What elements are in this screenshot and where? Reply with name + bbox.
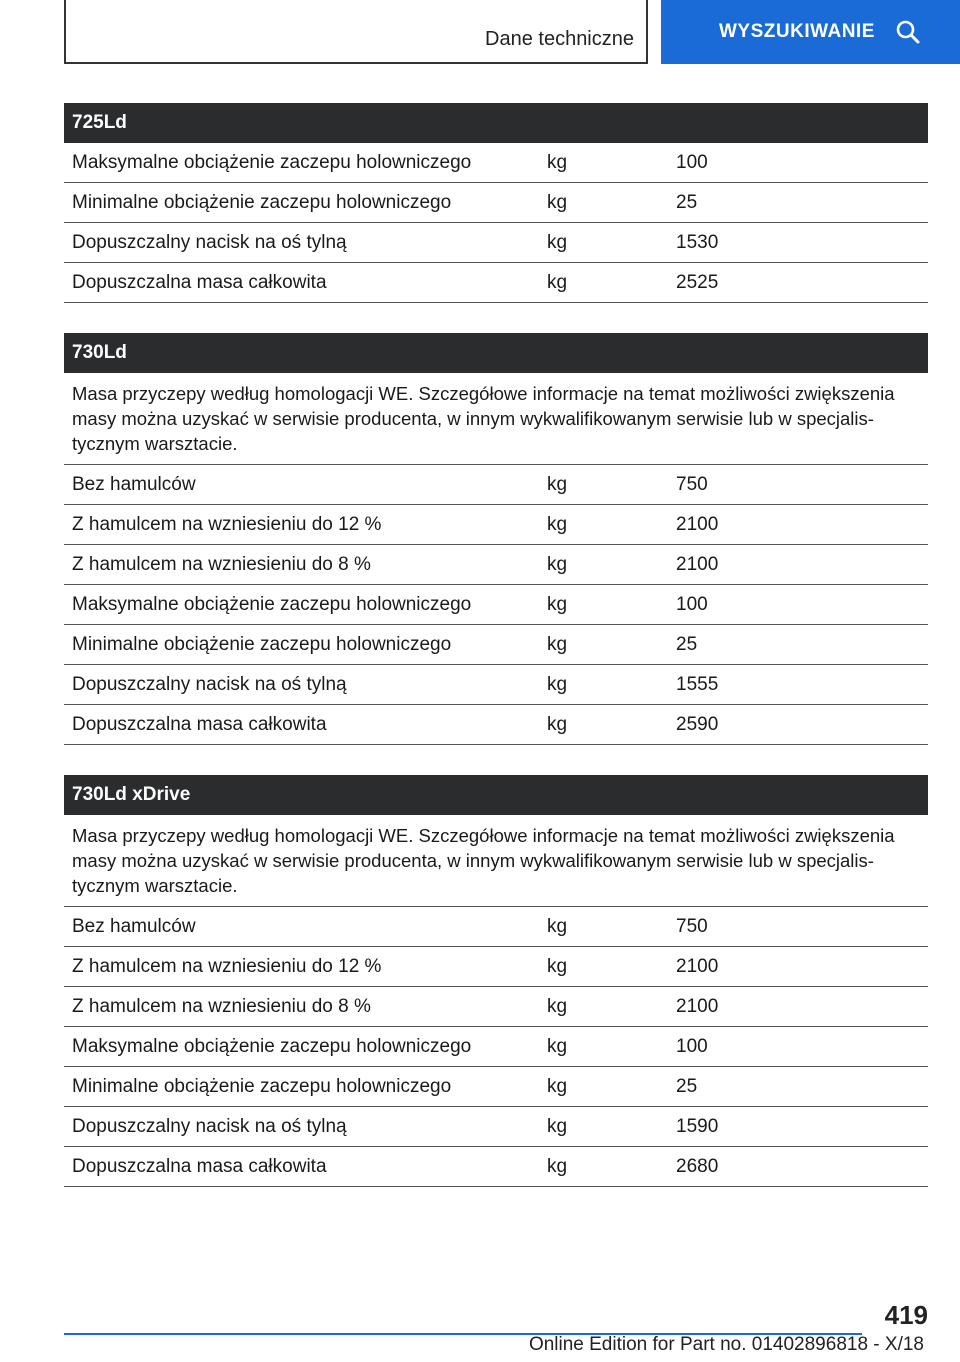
table-row <box>64 223 928 263</box>
table-row <box>64 987 928 1027</box>
row-value: 25 <box>676 192 698 213</box>
row-value: 2100 <box>676 996 719 1017</box>
row-unit: kg <box>547 674 568 695</box>
row-unit: kg <box>547 594 568 615</box>
spec-section <box>64 103 928 303</box>
row-unit: kg <box>547 152 568 173</box>
row-label: Dopuszczalna masa całkowita <box>72 272 327 293</box>
table-row <box>64 143 928 183</box>
row-label: Dopuszczalny nacisk na oś tylną <box>72 674 347 695</box>
section-heading: 730Ld xDrive <box>64 775 928 815</box>
row-label: Z hamulcem na wzniesieniu do 8 % <box>72 554 371 575</box>
table-row <box>64 505 928 545</box>
table-row <box>64 1027 928 1067</box>
row-value: 2100 <box>676 554 719 575</box>
search-label: WYSZUKIWANIE <box>719 21 875 42</box>
table-row <box>64 465 928 505</box>
row-label: Z hamulcem na wzniesieniu do 12 % <box>72 956 382 977</box>
row-label: Bez hamulców <box>72 916 196 937</box>
row-unit: kg <box>547 956 568 977</box>
row-label: Minimalne obciążenie zaczepu holowniczego <box>72 1076 452 1097</box>
row-unit: kg <box>547 232 568 253</box>
table-row <box>64 665 928 705</box>
table-row <box>64 1107 928 1147</box>
row-unit: kg <box>547 916 568 937</box>
row-value: 100 <box>676 152 708 173</box>
page-number: 419 <box>884 1300 928 1330</box>
row-value: 2525 <box>676 272 719 293</box>
row-value: 25 <box>676 1076 698 1097</box>
row-label: Maksymalne obciążenie zaczepu holowniczego <box>72 152 472 173</box>
table-row <box>64 545 928 585</box>
spec-tables <box>64 103 928 1217</box>
row-unit: kg <box>547 474 568 495</box>
row-value: 750 <box>676 474 708 495</box>
table-row <box>64 1067 928 1107</box>
row-label: Dopuszczalny nacisk na oś tylną <box>72 232 347 253</box>
row-label: Maksymalne obciążenie zaczepu holowniczego <box>72 1036 472 1057</box>
row-label: Dopuszczalny nacisk na oś tylną <box>72 1116 347 1137</box>
row-value: 1555 <box>676 674 719 695</box>
row-label: Z hamulcem na wzniesieniu do 8 % <box>72 996 371 1017</box>
row-value: 100 <box>676 594 708 615</box>
row-unit: kg <box>547 554 568 575</box>
spec-section <box>64 333 928 745</box>
section-note: Masa przyczepy według homologacji WE. Szczegółowe informacje na temat możliwości zwiększenia masy można uzyskać w serwisie producenta, w innym wykwalifikowanym serwisie lub w specjalistycznym warsztacie. <box>64 815 928 907</box>
row-unit: kg <box>547 1116 568 1137</box>
search-icon <box>895 19 921 45</box>
row-unit: kg <box>547 996 568 1017</box>
row-label: Minimalne obciążenie zaczepu holowniczego <box>72 192 452 213</box>
row-label: Maksymalne obciążenie zaczepu holowniczego <box>72 594 472 615</box>
section-heading: 725Ld <box>64 103 928 143</box>
row-value: 1590 <box>676 1116 719 1137</box>
table-row <box>64 1147 928 1187</box>
row-label: Dopuszczalna masa całkowita <box>72 1156 327 1177</box>
table-row <box>64 705 928 745</box>
table-row <box>64 625 928 665</box>
row-value: 1530 <box>676 232 719 253</box>
edition-text: Online Edition for Part no. 01402896818 - X/18 <box>528 1334 924 1355</box>
row-unit: kg <box>547 514 568 535</box>
row-value: 25 <box>676 634 698 655</box>
row-label: Z hamulcem na wzniesieniu do 12 % <box>72 514 382 535</box>
row-unit: kg <box>547 1076 568 1097</box>
row-unit: kg <box>547 714 568 735</box>
row-value: 2590 <box>676 714 719 735</box>
section-note: Masa przyczepy według homologacji WE. Szczegółowe informacje na temat możliwości zwiększenia masy można uzyskać w serwisie producenta, w innym wykwalifikowanym serwisie lub w specjalistycznym warsztacie. <box>64 373 928 465</box>
row-value: 2100 <box>676 514 719 535</box>
section-heading: 730Ld <box>64 333 928 373</box>
row-value: 100 <box>676 1036 708 1057</box>
chapter-title: Dane techniczne <box>485 28 634 50</box>
header-frame <box>64 0 648 64</box>
row-value: 2680 <box>676 1156 719 1177</box>
row-unit: kg <box>547 192 568 213</box>
table-row <box>64 947 928 987</box>
row-label: Dopuszczalna masa całkowita <box>72 714 327 735</box>
row-unit: kg <box>547 634 568 655</box>
table-row <box>64 907 928 947</box>
row-value: 750 <box>676 916 708 937</box>
table-row <box>64 585 928 625</box>
row-unit: kg <box>547 272 568 293</box>
row-label: Minimalne obciążenie zaczepu holowniczego <box>72 634 452 655</box>
table-row <box>64 183 928 223</box>
spec-section <box>64 775 928 1187</box>
row-label: Bez hamulców <box>72 474 196 495</box>
table-row <box>64 263 928 303</box>
row-unit: kg <box>547 1036 568 1057</box>
row-value: 2100 <box>676 956 719 977</box>
row-unit: kg <box>547 1156 568 1177</box>
search-button[interactable] <box>661 0 960 64</box>
